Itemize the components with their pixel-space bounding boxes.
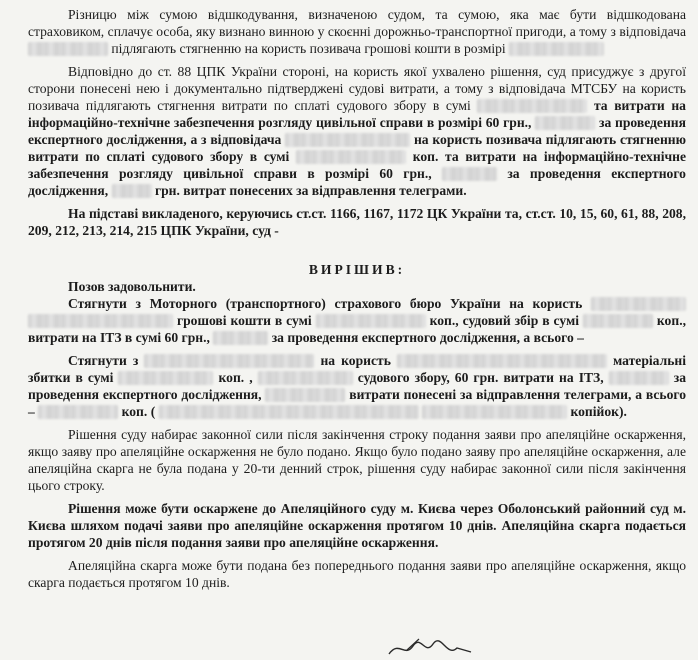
text-fragment: Стягнути з Моторного (транспортного) страхового бюро України на користь bbox=[68, 296, 583, 311]
redacted-block bbox=[213, 331, 268, 345]
text-fragment: Стягнути з bbox=[68, 353, 139, 368]
text-fragment: на користь bbox=[320, 353, 391, 368]
text-fragment: грн. витрат понесених за відправлення телеграми. bbox=[154, 183, 467, 198]
redacted-block bbox=[28, 314, 173, 328]
text-fragment: на користь позивача підлягають стягненню витрати по сплаті судового збору в сумі bbox=[28, 132, 686, 164]
resolution-satisfy: Позов задовольнити. bbox=[68, 279, 196, 294]
text-fragment: Різницю між сумою відшкодування, визначеною судом, та сумою, яка має бути відшкодована страховиком, сплачує особа, яку визнано винною у скоєнні дорожньо-транспортної пригоди, а тому з відповідача bbox=[28, 7, 686, 39]
redacted-block bbox=[422, 405, 567, 419]
text-fragment: Відповідно до ст. 88 ЦПК України стороні, на користь якої ухвалено рішення, суд присуджує з другої сторони понесені нею і документально підтверджені судові витрати, а тому з відповідача МТСБУ на користь позивача підлягають стягнення витрати по сплаті судового збору в сумі bbox=[28, 64, 686, 113]
paragraph-costs bbox=[28, 63, 686, 199]
redacted-block bbox=[591, 297, 686, 311]
redacted-block bbox=[509, 42, 604, 56]
text-fragment: підлягають стягненню на користь позивача грошові кошти в розмірі bbox=[111, 41, 506, 56]
paragraph-legal-basis: На підставі викладеного, керуючись ст.ст. 1166, 1167, 1172 ЦК України та, ст.ст. 10, 15, 60, 61, 88, 208, 209, 212, 213, 214, 215 ЦПК України, суд - bbox=[28, 206, 686, 238]
redacted-block bbox=[159, 405, 419, 419]
text-fragment: за проведення експертного дослідження, bbox=[28, 166, 686, 198]
redacted-block bbox=[316, 314, 426, 328]
text-fragment: за проведення експертного дослідження, а з відповідача bbox=[28, 115, 686, 147]
redacted-block bbox=[296, 150, 406, 164]
text-fragment: матеріальні збитки в сумі bbox=[28, 353, 687, 385]
text-fragment: коп. , bbox=[218, 370, 253, 385]
redacted-block bbox=[118, 371, 213, 385]
paragraph-difference bbox=[28, 6, 686, 57]
resolution-defendant bbox=[28, 352, 686, 420]
text-fragment: витрати понесені за відправлення телеграми, а всього – bbox=[28, 387, 686, 419]
resolution-appeal-note: Апеляційна скарга може бути подана без попереднього подання заяви про апеляційне оскарження, якщо скарга подається протягом 10 днів. bbox=[28, 558, 686, 590]
text-fragment: судового збору, 60 грн. витрати на ІТЗ, bbox=[357, 370, 604, 385]
redacted-block bbox=[583, 314, 653, 328]
resolution-appeal: Рішення може бути оскаржене до Апеляційного суду м. Києва через Оболонський районний суд м. Києва шляхом подачі заяви про апеляційне оскарження протягом 10 днів. Апеляційна скарга подається протягом 20 днів після подання заяви про апеляційне оскарження. bbox=[28, 501, 686, 550]
redacted-block bbox=[397, 354, 607, 368]
text-fragment: коп., витрати на ІТЗ в сумі 60 грн., bbox=[28, 313, 686, 345]
text-fragment: за проведення експертного дослідження, а всього – bbox=[271, 330, 584, 345]
text-fragment: коп. та витрати на інформаційно-технічне забезпечення розгляду цивільної справи в розмірі 60 грн., bbox=[28, 149, 686, 181]
redacted-block bbox=[112, 184, 152, 198]
redacted-block bbox=[535, 116, 595, 130]
redacted-block bbox=[442, 167, 497, 181]
text-fragment: копійок). bbox=[570, 404, 627, 419]
text-fragment: та витрати на інформаційно-технічне забезпечення розгляду цивільної справи в розмірі 60 грн., bbox=[28, 98, 686, 130]
text-fragment: коп. ( bbox=[121, 404, 156, 419]
redacted-block bbox=[38, 405, 118, 419]
redacted-block bbox=[265, 388, 345, 402]
redacted-block bbox=[609, 371, 669, 385]
resolution-heading: ВИРІШИВ: bbox=[308, 262, 406, 277]
redacted-block bbox=[144, 354, 314, 368]
redacted-block bbox=[28, 42, 108, 56]
text-fragment: коп., судовий збір в сумі bbox=[429, 313, 579, 328]
resolution-effect: Рішення суду набирає законної сили після закінчення строку подання заяви про апеляційне оскарження, якщо заяву про апеляційне оскарження не було подано. Якщо було подано заяву про апеляційне оскарження, але апеляційна скарга не була подана у 20-ти денний строк, рішення суду набирає законної сили після закінчення цього строку. bbox=[28, 427, 686, 493]
redacted-block bbox=[477, 99, 587, 113]
redacted-block bbox=[258, 371, 353, 385]
text-fragment: за проведення експертного дослідження, bbox=[28, 370, 687, 402]
resolution-mtsbu bbox=[28, 295, 686, 346]
redacted-block bbox=[285, 133, 410, 147]
signature-mark bbox=[385, 636, 475, 660]
text-fragment: грошові кошти в сумі bbox=[176, 313, 312, 328]
